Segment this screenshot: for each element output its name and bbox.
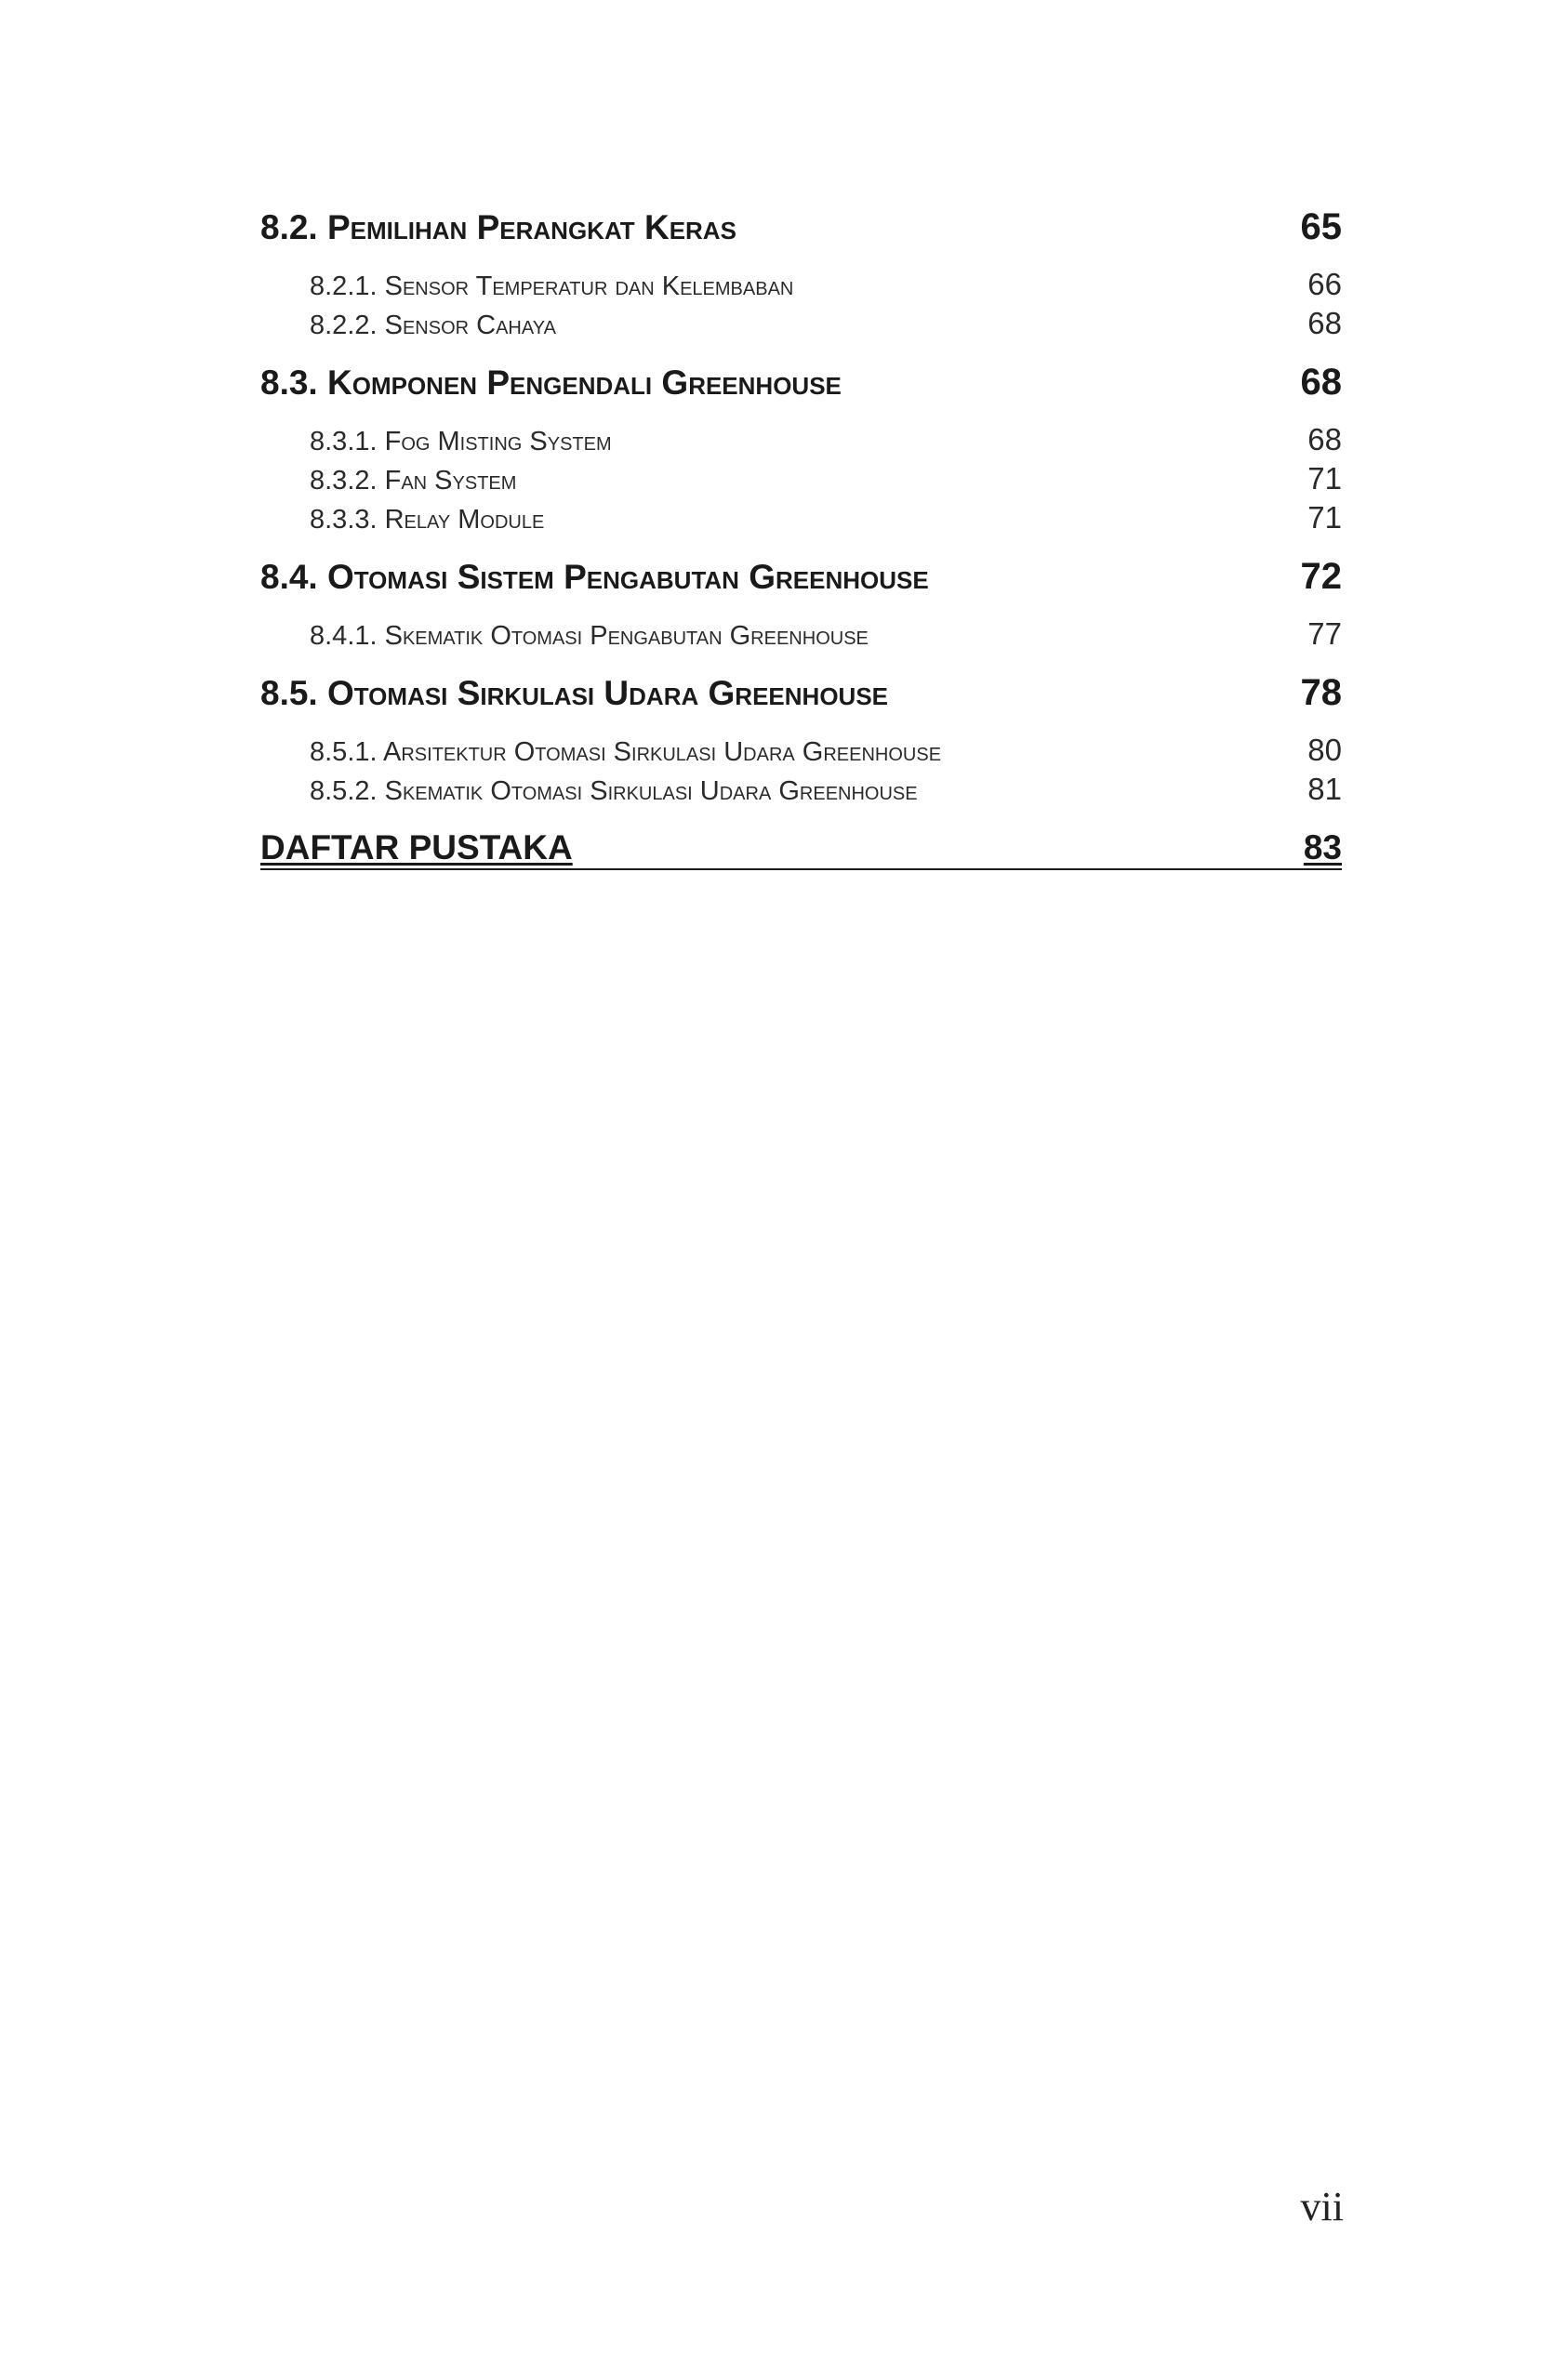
toc-entry-8-5-1[interactable] xyxy=(260,731,1342,770)
toc-entry-page: 78 xyxy=(1300,672,1342,713)
toc-entry-8-2-1[interactable] xyxy=(260,265,1342,304)
toc-entry-page: 71 xyxy=(1307,500,1342,535)
toc-entry-title: DAFTAR PUSTAKA xyxy=(260,828,573,866)
table-of-contents xyxy=(260,206,1342,870)
toc-entry-title: 8.4.1. Skematik Otomasi Pengabutan Greenhouse xyxy=(310,621,869,651)
toc-entry-page: 80 xyxy=(1307,733,1342,767)
toc-entry-title: 8.3.2. Fan System xyxy=(310,466,517,496)
toc-entry-daftar-pustaka[interactable] xyxy=(260,827,1342,870)
toc-entry-title: 8.4. Otomasi Sistem Pengabutan Greenhouse xyxy=(260,558,929,596)
toc-entry-page: 68 xyxy=(1307,422,1342,456)
toc-entry-8-3[interactable] xyxy=(260,362,1342,403)
toc-entry-title: 8.2.1. Sensor Temperatur dan Kelembaban xyxy=(310,271,794,301)
toc-entry-8-3-2[interactable] xyxy=(260,459,1342,498)
toc-entry-title: 8.3.1. Fog Misting System xyxy=(310,427,612,456)
toc-entry-page: 83 xyxy=(1303,828,1342,866)
toc-entry-title: 8.2.2. Sensor Cahaya xyxy=(310,311,556,340)
toc-entry-8-2[interactable] xyxy=(260,206,1342,247)
toc-entry-title: 8.5. Otomasi Sirkulasi Udara Greenhouse xyxy=(260,674,889,712)
toc-entry-title: 8.3. Komponen Pengendali Greenhouse xyxy=(260,364,842,402)
toc-entry-page: 65 xyxy=(1300,206,1342,247)
toc-entry-8-3-3[interactable] xyxy=(260,498,1342,537)
toc-entry-8-2-2[interactable] xyxy=(260,304,1342,343)
toc-entry-page: 66 xyxy=(1307,267,1342,301)
toc-entry-page: 68 xyxy=(1307,306,1342,340)
toc-entry-8-3-1[interactable] xyxy=(260,420,1342,459)
toc-entry-page: 71 xyxy=(1307,461,1342,496)
toc-entry-8-4-1[interactable] xyxy=(260,615,1342,654)
toc-entry-8-4[interactable] xyxy=(260,556,1342,597)
toc-entry-page: 81 xyxy=(1307,772,1342,806)
toc-entry-title: 8.2. Pemilihan Perangkat Keras xyxy=(260,208,736,246)
toc-entry-title: 8.3.3. Relay Module xyxy=(310,505,545,535)
toc-entry-8-5[interactable] xyxy=(260,672,1342,713)
toc-entry-title: 8.5.1. Arsitektur Otomasi Sirkulasi Udara Greenhouse xyxy=(310,737,942,767)
toc-entry-title: 8.5.2. Skematik Otomasi Sirkulasi Udara Greenhouse xyxy=(310,776,918,806)
toc-entry-8-5-2[interactable] xyxy=(260,770,1342,809)
page-number: vii xyxy=(1300,2184,1344,2229)
toc-entry-page: 77 xyxy=(1307,616,1342,651)
toc-entry-page: 72 xyxy=(1300,556,1342,597)
toc-entry-page: 68 xyxy=(1300,362,1342,403)
